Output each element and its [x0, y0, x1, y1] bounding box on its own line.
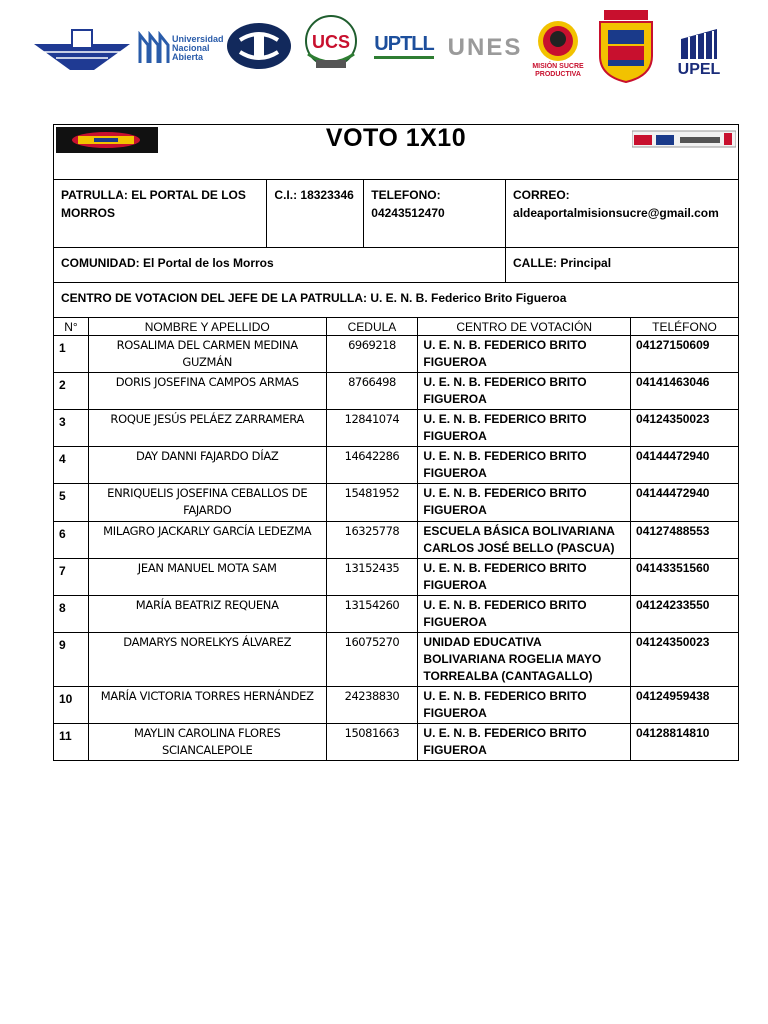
row-number: 3	[54, 410, 89, 447]
row-telefono: 04124350023	[631, 410, 739, 447]
row-telefono: 04128814810	[631, 724, 739, 761]
mision-sucre-logo-text: MISIÓN SUCRE PRODUCTIVA	[532, 63, 584, 78]
ucs-logo-text: UCS	[311, 32, 350, 52]
table-row	[54, 724, 739, 761]
col-header-centro: CENTRO DE VOTACIÓN	[418, 318, 631, 336]
patrol-header-table	[53, 124, 739, 318]
row-centro: U. E. N. B. FEDERICO BRITO FIGUEROA	[418, 687, 631, 724]
row-centro: U. E. N. B. FEDERICO BRITO FIGUEROA	[418, 447, 631, 484]
row-cedula: 24238830	[326, 687, 418, 724]
row-telefono: 04124233550	[631, 596, 739, 633]
unefa-shield-logo	[594, 10, 658, 84]
members-table	[53, 317, 739, 761]
row-telefono: 04127150609	[631, 336, 739, 373]
row-cedula: 13152435	[326, 559, 418, 596]
table-header-row	[54, 318, 739, 336]
row-telefono: 04127488553	[631, 522, 739, 559]
row-centro: U. E. N. B. FEDERICO BRITO FIGUEROA	[418, 484, 631, 522]
centro-votacion-jefe-cell: CENTRO DE VOTACION DEL JEFE DE LA PATRULLA: U. E. N. B. Federico Brito Figueroa	[54, 283, 739, 318]
upel-logo	[672, 24, 726, 82]
row-centro: U. E. N. B. FEDERICO BRITO FIGUEROA	[418, 336, 631, 373]
row-centro: U. E. N. B. FEDERICO BRITO FIGUEROA	[418, 410, 631, 447]
row-cedula: 16325778	[326, 522, 418, 559]
row-number: 10	[54, 687, 89, 724]
row-nombre: ENRIQUELIS JOSEFINA CEBALLOS DE FAJARDO	[88, 484, 326, 522]
event-logo-right	[632, 129, 736, 151]
table-row	[54, 336, 739, 373]
comunidad-cell: COMUNIDAD: El Portal de los Morros	[54, 248, 506, 283]
calle-cell: CALLE: Principal	[506, 248, 739, 283]
uptll-logo	[368, 22, 440, 70]
unes-logo-text: UNES	[447, 34, 523, 61]
row-nombre: DAMARYS NORELKYS ÁLVAREZ	[88, 633, 326, 687]
row-telefono: 04144472940	[631, 484, 739, 522]
row-cedula: 12841074	[326, 410, 418, 447]
row-telefono: 04144472940	[631, 447, 739, 484]
mision-sucre-logo	[532, 14, 584, 84]
ucs-logo	[298, 14, 364, 72]
row-cedula: 6969218	[326, 336, 418, 373]
row-centro: UNIDAD EDUCATIVA BOLIVARIANA ROGELIA MAYO TORREALBA (CANTAGALLO)	[418, 633, 631, 687]
una-logo	[138, 28, 224, 68]
table-row	[54, 559, 739, 596]
row-number: 5	[54, 484, 89, 522]
row-telefono: 04141463046	[631, 373, 739, 410]
row-telefono: 04124350023	[631, 633, 739, 687]
col-header-telefono: TELÉFONO	[631, 318, 739, 336]
correo-value: aldeaportalmisionsucre@gmail.com	[513, 206, 719, 220]
row-nombre: JEAN MANUEL MOTA SAM	[88, 559, 326, 596]
table-row	[54, 633, 739, 687]
row-nombre: DAY DANNI FAJARDO DÍAZ	[88, 447, 326, 484]
row-cedula: 8766498	[326, 373, 418, 410]
row-centro: U. E. N. B. FEDERICO BRITO FIGUEROA	[418, 373, 631, 410]
row-cedula: 14642286	[326, 447, 418, 484]
row-nombre: ROSALIMA DEL CARMEN MEDINA GUZMÁN	[88, 336, 326, 373]
table-row	[54, 373, 739, 410]
title-row	[54, 125, 739, 180]
row-centro: U. E. N. B. FEDERICO BRITO FIGUEROA	[418, 559, 631, 596]
row-centro: U. E. N. B. FEDERICO BRITO FIGUEROA	[418, 724, 631, 761]
row-number: 2	[54, 373, 89, 410]
row-centro: U. E. N. B. FEDERICO BRITO FIGUEROA	[418, 596, 631, 633]
patrulla-cell: PATRULLA: EL PORTAL DE LOS MORROS	[54, 180, 267, 248]
row-number: 4	[54, 447, 89, 484]
row-telefono: 04143351560	[631, 559, 739, 596]
row-telefono: 04124959438	[631, 687, 739, 724]
col-header-nombre: NOMBRE Y APELLIDO	[88, 318, 326, 336]
unes-logo	[446, 28, 524, 68]
telefono-cell: TELEFONO: 04243512470	[364, 180, 506, 248]
row-nombre: MARÍA BEATRIZ REQUENA	[88, 596, 326, 633]
row-number: 7	[54, 559, 89, 596]
row-cedula: 15081663	[326, 724, 418, 761]
row-cedula: 16075270	[326, 633, 418, 687]
table-row	[54, 596, 739, 633]
table-row	[54, 447, 739, 484]
row-number: 8	[54, 596, 89, 633]
col-header-n: N°	[54, 318, 89, 336]
correo-cell	[506, 180, 739, 248]
row-cedula: 15481952	[326, 484, 418, 522]
maritime-university-logo	[34, 26, 130, 72]
usr-logo	[226, 22, 292, 70]
row-centro: ESCUELA BÁSICA BOLIVARIANA CARLOS JOSÉ BELLO (PASCUA)	[418, 522, 631, 559]
uptll-logo-text: UPTLL	[374, 33, 433, 59]
row-number: 9	[54, 633, 89, 687]
logo-strip	[0, 0, 768, 100]
table-row	[54, 484, 739, 522]
row-nombre: DORIS JOSEFINA CAMPOS ARMAS	[88, 373, 326, 410]
page-title: VOTO 1X10	[325, 124, 467, 152]
table-row	[54, 687, 739, 724]
ci-cell: C.I.: 18323346	[267, 180, 364, 248]
correo-label: CORREO:	[513, 188, 570, 202]
table-row	[54, 410, 739, 447]
table-row	[54, 522, 739, 559]
row-number: 1	[54, 336, 89, 373]
row-nombre: MAYLIN CAROLINA FLORES SCIANCALEPOLE	[88, 724, 326, 761]
row-number: 6	[54, 522, 89, 559]
row-cedula: 13154260	[326, 596, 418, 633]
row-nombre: MARÍA VICTORIA TORRES HERNÁNDEZ	[88, 687, 326, 724]
row-nombre: ROQUE JESÚS PELÁEZ ZARRAMERA	[88, 410, 326, 447]
upel-logo-text: UPEL	[677, 61, 721, 78]
col-header-cedula: CEDULA	[326, 318, 418, 336]
una-logo-text: Universidad Nacional Abierta	[172, 33, 224, 62]
row-number: 11	[54, 724, 89, 761]
row-nombre: MILAGRO JACKARLY GARCÍA LEDEZMA	[88, 522, 326, 559]
